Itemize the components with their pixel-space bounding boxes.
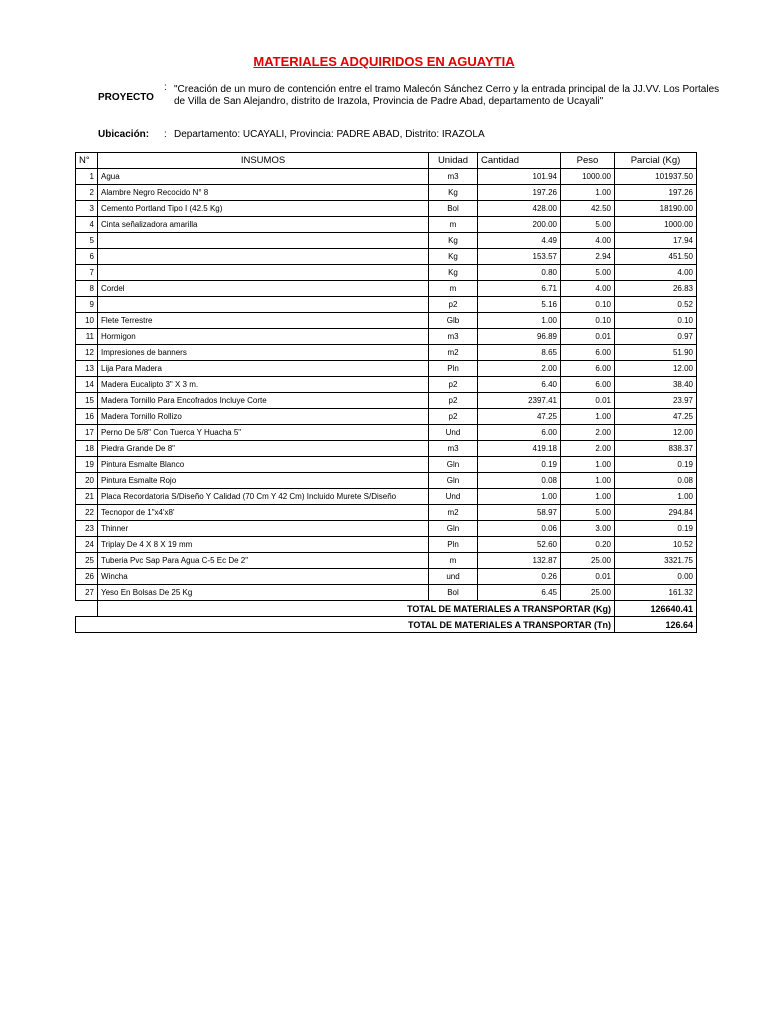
table-row <box>76 313 697 329</box>
table-row <box>76 329 697 345</box>
cell-insumo: Alambre Negro Recocido N° 8 <box>98 185 429 201</box>
cell-unidad: m <box>429 281 478 297</box>
cell-insumo: Perno De 5/8" Con Tuerca Y Huacha 5" <box>98 425 429 441</box>
cell-cantidad: 47.25 <box>478 409 561 425</box>
cell-n: 23 <box>76 521 98 537</box>
cell-cantidad: 0.19 <box>478 457 561 473</box>
cell-insumo: Cordel <box>98 281 429 297</box>
proyecto-label: PROYECTO <box>98 92 154 103</box>
cell-parcial: 197.26 <box>615 185 697 201</box>
cell-unidad: Kg <box>429 233 478 249</box>
proyecto-description <box>174 84 719 108</box>
document-title: MATERIALES ADQUIRIDOS EN AGUAYTIA <box>253 54 515 69</box>
cell-peso: 1000.00 <box>561 169 615 185</box>
cell-cantidad: 6.71 <box>478 281 561 297</box>
cell-parcial: 1000.00 <box>615 217 697 233</box>
header-parcial: Parcial (Kg) <box>615 153 697 169</box>
cell-n: 17 <box>76 425 98 441</box>
cell-insumo: Pintura Esmalte Blanco <box>98 457 429 473</box>
cell-unidad: und <box>429 569 478 585</box>
table-row <box>76 249 697 265</box>
table-row <box>76 425 697 441</box>
cell-n: 11 <box>76 329 98 345</box>
cell-n: 1 <box>76 169 98 185</box>
cell-cantidad: 2397.41 <box>478 393 561 409</box>
cell-unidad: p2 <box>429 377 478 393</box>
cell-insumo <box>98 233 429 249</box>
cell-n: 5 <box>76 233 98 249</box>
cell-unidad: Gln <box>429 521 478 537</box>
table-row <box>76 489 697 505</box>
cell-insumo: Thinner <box>98 521 429 537</box>
cell-peso: 0.20 <box>561 537 615 553</box>
cell-unidad: Gln <box>429 473 478 489</box>
cell-cantidad: 200.00 <box>478 217 561 233</box>
header-unidad: Unidad <box>429 153 478 169</box>
cell-parcial: 0.00 <box>615 569 697 585</box>
cell-peso: 1.00 <box>561 473 615 489</box>
cell-insumo: Yeso En Bolsas De 25 Kg <box>98 585 429 601</box>
cell-parcial: 294.84 <box>615 505 697 521</box>
cell-parcial: 23.97 <box>615 393 697 409</box>
cell-unidad: Kg <box>429 249 478 265</box>
cell-n: 22 <box>76 505 98 521</box>
cell-unidad: Kg <box>429 265 478 281</box>
total-kg-label: TOTAL DE MATERIALES A TRANSPORTAR (Kg) <box>98 601 615 617</box>
cell-parcial: 101937.50 <box>615 169 697 185</box>
cell-parcial: 0.19 <box>615 521 697 537</box>
cell-unidad: p2 <box>429 393 478 409</box>
cell-n: 9 <box>76 297 98 313</box>
cell-parcial: 51.90 <box>615 345 697 361</box>
total-tn-row <box>76 617 697 633</box>
cell-insumo: Placa Recordatoria S/Diseño Y Calidad (70 Cm Y 42 Cm) Incluido Murete S/Diseño <box>98 489 429 505</box>
cell-n: 21 <box>76 489 98 505</box>
table-row <box>76 185 697 201</box>
cell-insumo: Impresiones de banners <box>98 345 429 361</box>
table-row <box>76 297 697 313</box>
cell-cantidad: 132.87 <box>478 553 561 569</box>
cell-peso: 0.10 <box>561 313 615 329</box>
cell-peso: 6.00 <box>561 345 615 361</box>
cell-n: 12 <box>76 345 98 361</box>
table-row <box>76 585 697 601</box>
cell-peso: 6.00 <box>561 377 615 393</box>
cell-peso: 1.00 <box>561 457 615 473</box>
cell-n: 26 <box>76 569 98 585</box>
cell-insumo: Triplay De 4 X 8 X 19 mm <box>98 537 429 553</box>
cell-cantidad: 5.16 <box>478 297 561 313</box>
table-row <box>76 345 697 361</box>
cell-parcial: 4.00 <box>615 265 697 281</box>
cell-peso: 4.00 <box>561 233 615 249</box>
cell-parcial: 161.32 <box>615 585 697 601</box>
cell-insumo: Lija Para Madera <box>98 361 429 377</box>
cell-cantidad: 197.26 <box>478 185 561 201</box>
cell-parcial: 38.40 <box>615 377 697 393</box>
cell-unidad: Kg <box>429 185 478 201</box>
cell-n: 15 <box>76 393 98 409</box>
cell-unidad: Bol <box>429 585 478 601</box>
cell-unidad: m2 <box>429 345 478 361</box>
cell-parcial: 10.52 <box>615 537 697 553</box>
proyecto-line-1: "Creación de un muro de contención entre el tramo Malecón Sánchez Cerro y la entrada principal de la JJ.VV. Los Portales <box>174 84 720 95</box>
cell-n: 24 <box>76 537 98 553</box>
proyecto-line-2: de Villa de San Alejandro, distrito de Irazola, Provincia de Padre Abad, departamento de Ucayali" <box>174 96 604 107</box>
cell-parcial: 838.37 <box>615 441 697 457</box>
cell-insumo: Madera Tornillo Para Encofrados Incluye Corte <box>98 393 429 409</box>
cell-parcial: 3321.75 <box>615 553 697 569</box>
cell-peso: 2.94 <box>561 249 615 265</box>
cell-insumo: Hormigon <box>98 329 429 345</box>
cell-peso: 42.50 <box>561 201 615 217</box>
table-row <box>76 569 697 585</box>
table-row <box>76 217 697 233</box>
cell-n: 2 <box>76 185 98 201</box>
cell-unidad: m <box>429 553 478 569</box>
cell-parcial: 17.94 <box>615 233 697 249</box>
cell-unidad: Glb <box>429 313 478 329</box>
table-row <box>76 393 697 409</box>
cell-n: 6 <box>76 249 98 265</box>
table-row <box>76 537 697 553</box>
table-row <box>76 409 697 425</box>
cell-insumo: Flete Terrestre <box>98 313 429 329</box>
cell-insumo: Cemento Portland Tipo I (42.5 Kg) <box>98 201 429 217</box>
cell-cantidad: 0.26 <box>478 569 561 585</box>
cell-parcial: 0.97 <box>615 329 697 345</box>
cell-peso: 0.01 <box>561 569 615 585</box>
cell-insumo: Madera Eucalipto 3" X 3 m. <box>98 377 429 393</box>
header-peso: Peso <box>561 153 615 169</box>
cell-unidad: m3 <box>429 169 478 185</box>
table-header-row <box>76 153 697 169</box>
table-row <box>76 505 697 521</box>
cell-parcial: 0.19 <box>615 457 697 473</box>
cell-unidad: m <box>429 217 478 233</box>
cell-unidad: Gln <box>429 457 478 473</box>
table-row <box>76 473 697 489</box>
cell-peso: 0.01 <box>561 393 615 409</box>
cell-parcial: 12.00 <box>615 361 697 377</box>
cell-insumo: Tuberia Pvc Sap Para Agua C-5 Ec De 2" <box>98 553 429 569</box>
cell-peso: 1.00 <box>561 409 615 425</box>
cell-cantidad: 6.40 <box>478 377 561 393</box>
cell-n: 19 <box>76 457 98 473</box>
cell-unidad: m2 <box>429 505 478 521</box>
cell-peso: 0.01 <box>561 329 615 345</box>
cell-parcial: 26.83 <box>615 281 697 297</box>
cell-insumo: Pintura Esmalte Rojo <box>98 473 429 489</box>
total-kg-row <box>76 601 697 617</box>
cell-peso: 3.00 <box>561 521 615 537</box>
ubicacion-value: Departamento: UCAYALI, Provincia: PADRE ABAD, Distrito: IRAZOLA <box>174 129 485 140</box>
ubicacion-colon: : <box>164 129 167 140</box>
table-row <box>76 233 697 249</box>
header-n: N° <box>76 153 98 169</box>
cell-cantidad: 419.18 <box>478 441 561 457</box>
table-row <box>76 281 697 297</box>
cell-unidad: Und <box>429 425 478 441</box>
materials-table <box>75 152 697 633</box>
table-row <box>76 265 697 281</box>
cell-cantidad: 2.00 <box>478 361 561 377</box>
cell-parcial: 0.08 <box>615 473 697 489</box>
cell-n: 4 <box>76 217 98 233</box>
cell-insumo: Piedra Grande De 8" <box>98 441 429 457</box>
cell-cantidad: 4.49 <box>478 233 561 249</box>
table-row <box>76 201 697 217</box>
cell-insumo: Tecnopor de 1"x4'x8' <box>98 505 429 521</box>
table-row <box>76 457 697 473</box>
cell-parcial: 12.00 <box>615 425 697 441</box>
ubicacion-label: Ubicación: <box>98 129 150 140</box>
cell-peso: 5.00 <box>561 217 615 233</box>
cell-insumo: Madera Tornillo Rollizo <box>98 409 429 425</box>
table-row <box>76 169 697 185</box>
cell-cantidad: 0.08 <box>478 473 561 489</box>
cell-insumo: Wincha <box>98 569 429 585</box>
cell-cantidad: 0.06 <box>478 521 561 537</box>
header-insumos: INSUMOS <box>98 153 429 169</box>
cell-parcial: 0.52 <box>615 297 697 313</box>
cell-n: 7 <box>76 265 98 281</box>
cell-cantidad: 6.45 <box>478 585 561 601</box>
cell-peso: 4.00 <box>561 281 615 297</box>
cell-cantidad: 153.57 <box>478 249 561 265</box>
cell-peso: 6.00 <box>561 361 615 377</box>
total-kg-value: 126640.41 <box>615 601 697 617</box>
cell-cantidad: 96.89 <box>478 329 561 345</box>
cell-parcial: 47.25 <box>615 409 697 425</box>
cell-n: 18 <box>76 441 98 457</box>
cell-n: 10 <box>76 313 98 329</box>
cell-insumo <box>98 265 429 281</box>
cell-unidad: m3 <box>429 329 478 345</box>
cell-peso: 0.10 <box>561 297 615 313</box>
cell-n: 8 <box>76 281 98 297</box>
cell-unidad: p2 <box>429 297 478 313</box>
table-row <box>76 441 697 457</box>
cell-cantidad: 1.00 <box>478 313 561 329</box>
cell-unidad: Bol <box>429 201 478 217</box>
cell-unidad: m3 <box>429 441 478 457</box>
table-row <box>76 377 697 393</box>
table-row <box>76 361 697 377</box>
cell-n: 14 <box>76 377 98 393</box>
total-tn-value: 126.64 <box>615 617 697 633</box>
cell-n: 20 <box>76 473 98 489</box>
cell-cantidad: 1.00 <box>478 489 561 505</box>
cell-insumo <box>98 297 429 313</box>
cell-peso: 2.00 <box>561 425 615 441</box>
cell-cantidad: 101.94 <box>478 169 561 185</box>
cell-n: 27 <box>76 585 98 601</box>
proyecto-colon: : <box>164 82 167 93</box>
cell-cantidad: 58.97 <box>478 505 561 521</box>
cell-peso: 1.00 <box>561 185 615 201</box>
cell-peso: 5.00 <box>561 265 615 281</box>
cell-peso: 5.00 <box>561 505 615 521</box>
cell-peso: 1.00 <box>561 489 615 505</box>
cell-n: 3 <box>76 201 98 217</box>
cell-parcial: 0.10 <box>615 313 697 329</box>
total-tn-label: TOTAL DE MATERIALES A TRANSPORTAR (Tn) <box>76 617 615 633</box>
cell-peso: 2.00 <box>561 441 615 457</box>
cell-n: 25 <box>76 553 98 569</box>
cell-cantidad: 0.80 <box>478 265 561 281</box>
cell-insumo <box>98 249 429 265</box>
cell-n: 13 <box>76 361 98 377</box>
cell-peso: 25.00 <box>561 585 615 601</box>
cell-cantidad: 8.65 <box>478 345 561 361</box>
cell-insumo: Agua <box>98 169 429 185</box>
cell-unidad: p2 <box>429 409 478 425</box>
cell-cantidad: 428.00 <box>478 201 561 217</box>
cell-n: 16 <box>76 409 98 425</box>
cell-unidad: Pln <box>429 537 478 553</box>
table-row <box>76 553 697 569</box>
cell-cantidad: 6.00 <box>478 425 561 441</box>
cell-parcial: 18190.00 <box>615 201 697 217</box>
table-row <box>76 521 697 537</box>
cell-parcial: 1.00 <box>615 489 697 505</box>
cell-insumo: Cinta señalizadora amarilla <box>98 217 429 233</box>
cell-cantidad: 52.60 <box>478 537 561 553</box>
cell-parcial: 451.50 <box>615 249 697 265</box>
cell-peso: 25.00 <box>561 553 615 569</box>
cell-unidad: Und <box>429 489 478 505</box>
header-cantidad: Cantidad <box>478 153 561 169</box>
cell-unidad: Pln <box>429 361 478 377</box>
